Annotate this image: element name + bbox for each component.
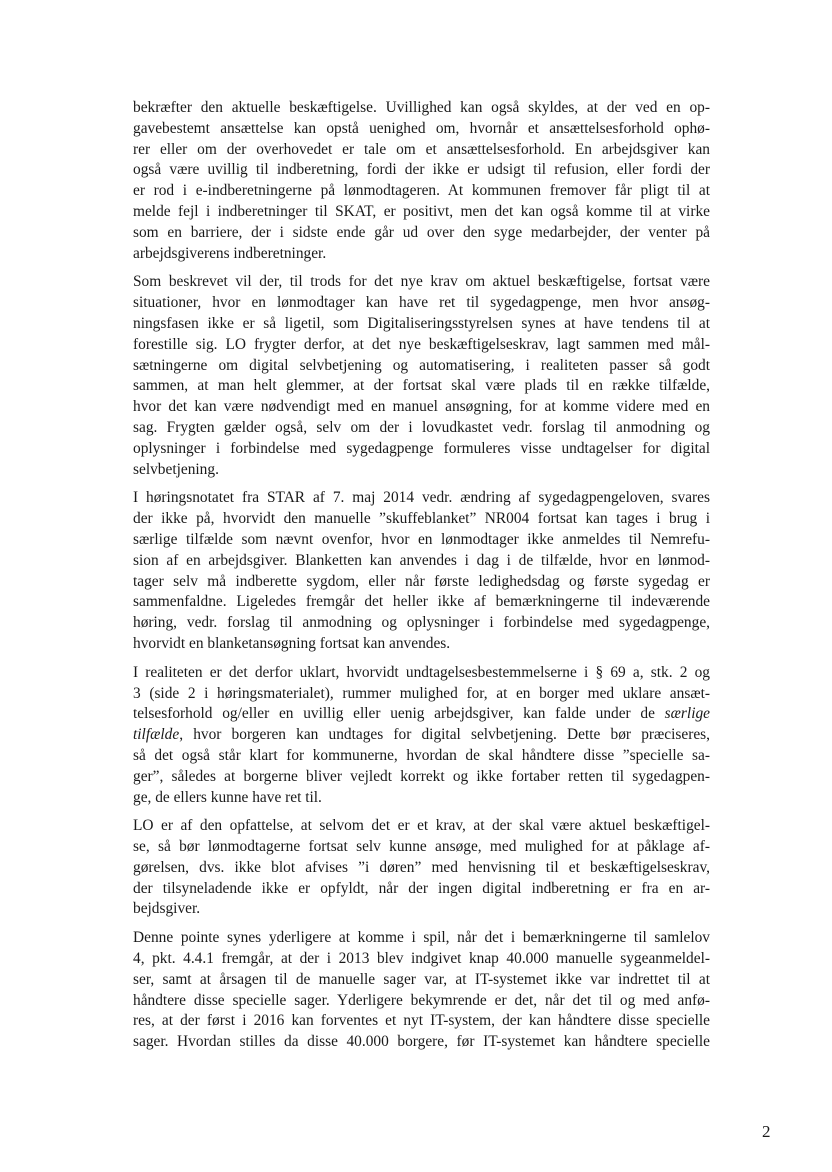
text-line: I realiteten er det derfor uklart, hvorvidt undtagelsesbestemmelserne i § 69 a, stk. 2 og xyxy=(133,663,710,681)
text-line: ningsfasen ikke er så ligetil, som Digitaliseringsstyrelsen synes at have tendens til at xyxy=(133,314,710,332)
text-line: Denne pointe synes yderligere at komme i spil, når det i bemærkningerne til samlelov xyxy=(133,929,710,947)
text-line: håndtere disse specielle sager. Yderligere bekymrende er det, når det til og med anfø- xyxy=(133,991,710,1009)
text-line: sammenfaldne. Ligeledes fremgår det heller ikke af bemærkningerne til indeværende xyxy=(133,593,710,611)
text-line: res, at der først i 2016 kan forventes et nyt IT-system, der kan håndtere disse specielle xyxy=(133,1012,710,1030)
text-line: der ikke på, hvorvidt den manuelle ”skuffeblanket” NR004 fortsat kan tages i brug i xyxy=(133,510,710,528)
text-line: høring, vedr. forslag til anmodning og oplysninger i forbindelse med sygedagpenge, xyxy=(133,614,710,632)
text-line: gørelsen, dvs. ikke blot afvises ”i døren” med henvisning til et beskæftigelseskrav, xyxy=(133,858,710,876)
text-line: sammen, at man helt glemmer, at der fortsat skal være plads til en række tilfælde, xyxy=(133,377,710,395)
text-line: forestille sig. LO frygter derfor, at det nye beskæftigelseskrav, lagt sammen med mål- xyxy=(133,335,710,353)
text-line: tager selv må indberette sygdom, eller når første ledighedsdag og første sygedag er xyxy=(133,572,710,590)
text-segment: , hvor borgeren kan undtages for digital selvbetjening. Dette bør præciseres, xyxy=(179,726,710,744)
text-line: Som beskrevet vil der, til trods for det nye krav om aktuel beskæftigelse, fortsat være xyxy=(133,273,710,291)
text-line: hvor det kan være nødvendigt med en manuel ansøgning, for at komme videre med en xyxy=(133,398,710,416)
text-line: se, så bør lønmodtagerne fortsat selv kunne ansøge, med mulighed for at påklage af- xyxy=(133,838,710,856)
text-line: bejdsgiver. xyxy=(133,900,201,918)
text-line: så det også står klart for kommunerne, hvordan de skal håndtere disse ”specielle sa- xyxy=(133,746,710,764)
paragraph-2 xyxy=(133,272,710,480)
text-line: oplysninger i forbindelse med sygedagpenge formuleres visse undtagelser for digital xyxy=(133,439,710,457)
text-segment: telsesforhold og/eller en uvillig eller uenig arbejdsgiver, kan falde under de xyxy=(133,705,665,723)
paragraph-6 xyxy=(133,928,710,1053)
text-line: I høringsnotatet fra STAR af 7. maj 2014 vedr. ændring af sygedagpengeloven, svares xyxy=(133,489,710,507)
document-body xyxy=(133,98,710,1061)
text-line: ser, samt at årsagen til de manuelle sager var, at IT-systemet ikke var indrettet til at xyxy=(133,970,710,988)
text-line: ge, de ellers kunne have ret til. xyxy=(133,788,322,806)
text-line: situationer, hvor en lønmodtager kan have ret til sygedagpenge, men hvor ansøg- xyxy=(133,294,710,312)
text-line: melde fejl i indberetninger til SKAT, er positivt, men det kan også komme til at virke xyxy=(133,202,710,220)
text-line: rer eller om der overhovedet er tale om et ansættelsesforhold. En arbejdsgiver kan xyxy=(133,140,710,158)
text-line: er rod i e-indberetningerne på lønmodtageren. At kommunen fremover får pligt til at xyxy=(133,182,710,200)
text-line xyxy=(133,704,710,725)
text-line: gavebestemt ansættelse kan opstå uenighed om, hvornår et ansættelsesforhold ophø- xyxy=(133,119,710,137)
italic-term: særlige xyxy=(664,705,710,723)
text-line: også være uvillig til indberetning, fordi der ikke er udsigt til refusion, eller fordi der xyxy=(133,161,710,179)
text-line: bekræfter den aktuelle beskæftigelse. Uvillighed kan også skyldes, at der ved en op- xyxy=(133,99,710,116)
text-line: arbejdsgiverens indberetninger. xyxy=(133,244,327,262)
text-line xyxy=(133,725,710,746)
text-line: 4, pkt. 4.4.1 fremgår, at der i 2013 blev indgivet knap 40.000 manuelle sygeanmeldel- xyxy=(133,950,710,968)
paragraph-5 xyxy=(133,816,710,920)
paragraph-4 xyxy=(133,663,710,809)
text-line: der tilsyneladende ikke er opfyldt, når der ingen digital indberetning er fra en ar- xyxy=(133,879,710,897)
text-line: særlige tilfælde som nævnt ovenfor, hvor en lønmodtager ikke anmeldes til Nemrefu- xyxy=(133,530,710,548)
page-number: 2 xyxy=(762,1122,771,1141)
text-line: selvbetjening. xyxy=(133,460,219,478)
text-line: som en barriere, der i sidste ende går ud over den syge medarbejder, der venter på xyxy=(133,223,710,241)
text-line: LO er af den opfattelse, at selvom det er et krav, at der skal være aktuel beskæftigel- xyxy=(133,817,710,835)
text-line: ger”, således at borgerne bliver vejledt korrekt og ikke fortaber retten til sygedagpen- xyxy=(133,767,710,785)
text-line: sager. Hvordan stilles da disse 40.000 borgere, før IT-systemet kan håndtere specielle xyxy=(133,1033,710,1051)
italic-term: tilfælde xyxy=(133,726,180,744)
text-line: hvorvidt en blanketansøgning fortsat kan anvendes. xyxy=(133,634,451,652)
text-line: sag. Frygten gælder også, selv om der i lovudkastet vedr. forslag til anmodning og xyxy=(133,418,710,436)
text-line: 3 (side 2 i høringsmaterialet), rummer mulighed for, at en borger med uklare ansæt- xyxy=(133,684,710,702)
text-line: sætningerne om digital selvbetjening og automatisering, i realiteten passer så godt xyxy=(133,356,710,374)
paragraph-1 xyxy=(133,98,710,264)
paragraph-3 xyxy=(133,488,710,654)
text-line: sion af en arbejdsgiver. Blanketten kan anvendes i dag i de tilfælde, hvor en lønmod- xyxy=(133,551,710,569)
